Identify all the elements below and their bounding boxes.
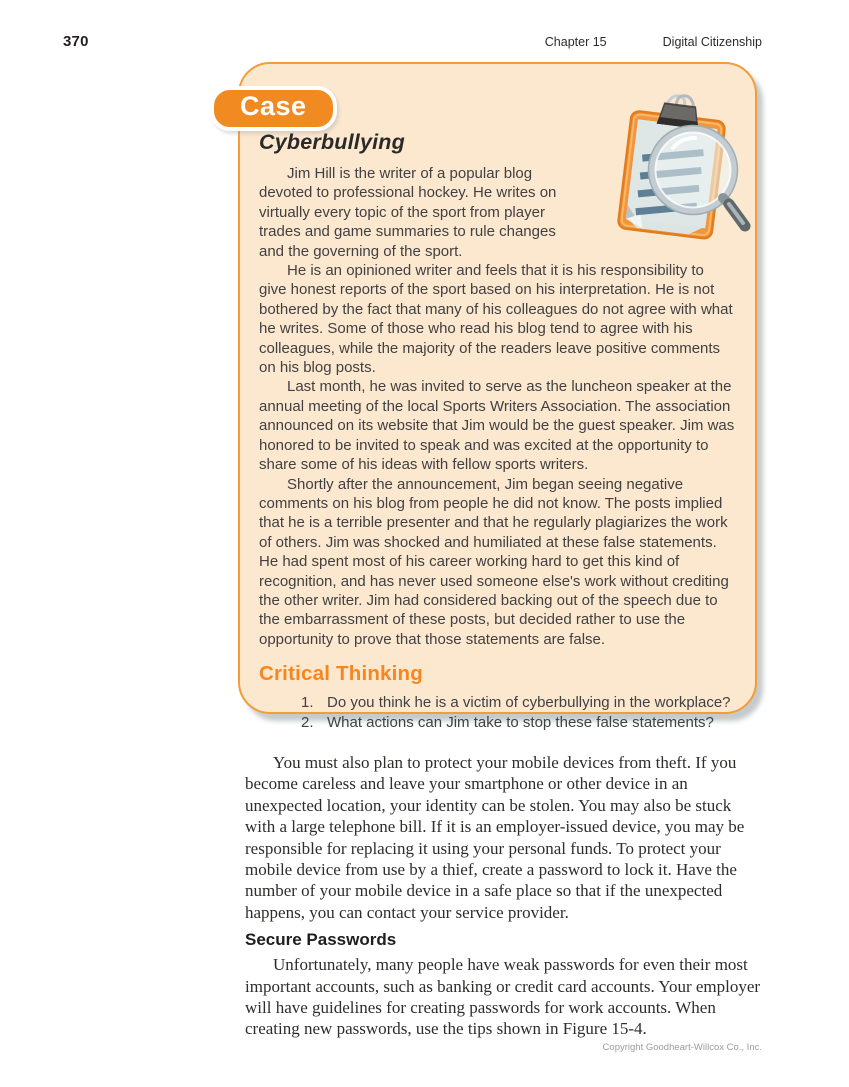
secure-passwords-heading: Secure Passwords	[245, 930, 397, 950]
clipboard-magnifier-icon	[595, 86, 751, 248]
running-head-right	[545, 35, 762, 49]
case-badge: Case	[210, 86, 337, 131]
mobile-theft-paragraph: You must also plan to protect your mobile devices from theft. If you become careless and leave your smartphone or other device in an unexpected location, your identity can be stolen. You may also be stuck with a large telephone bill. If it is an employer-issued device, you may be responsible for replacing it using your personal funds. To protect your mobile device from use by a thief, create a password to lock it. Have the number of your mobile device in a safe place so that if the unexpected happens, you can contact your service provider.	[245, 753, 745, 922]
case-paragraph: Last month, he was invited to serve as the luncheon speaker at the annual meeting of the local Sports Writers Association. The association announced on its website that Jim would be the guest speaker. Jim was honored to be invited to speak and was excited at the opportunity to share some of his ideas with fellow sports writers.	[259, 378, 735, 474]
clipboard-magnifier-illustration	[595, 86, 751, 248]
question-number: 2.	[301, 713, 314, 731]
case-paragraph: Jim Hill is the writer of a popular blog devoted to professional hockey. He writes on virtually every topic of the sport from player trades and game summaries to rule changes and the governing of the sport.	[259, 165, 557, 260]
chapter-title: Digital Citizenship	[662, 35, 762, 49]
question-text: What actions can Jim take to stop these false statements?	[327, 713, 714, 731]
case-box-content	[240, 64, 755, 731]
question-number: 1.	[301, 694, 314, 712]
case-box	[238, 62, 757, 731]
case-paragraph: Shortly after the announcement, Jim began seeing negative comments on his blog from people he did not know. The posts implied that he is a terrible presenter and that he regularly plagiarizes the work of others. Jim was shocked and humiliated at these false statements. He had spent most of his career working hard to get this kind of recognition, and has never used someone else's work without crediting the other writer. Jim had considered backing out of the speech due to the embarrassment of these posts, but decided rather to use the opportunity to prove that those statements are false.	[259, 475, 729, 648]
secure-passwords-paragraph: Unfortunately, many people have weak passwords for even their most important accounts, such as banking or credit card accounts. Your employer will have guidelines for creating passwords for work accounts. When creating new passwords, use the tips shown in Figure 15-4.	[245, 955, 761, 1039]
body-copy	[245, 752, 764, 1040]
copyright-line: Copyright Goodheart-Willcox Co., Inc.	[602, 1042, 762, 1053]
critical-thinking-question	[301, 713, 735, 733]
critical-thinking-question	[301, 693, 735, 713]
chapter-label: Chapter 15	[544, 35, 607, 49]
critical-thinking-list	[259, 693, 735, 732]
case-paragraph: He is an opinioned writer and feels that it is his responsibility to give honest reports of the sport based on his interpretation. He is not bothered by the fact that many of his colleagues do not agree with what he writes. Some of those who read his blog tend to agree with his colleagues, while the majority of the readers leave positive comments on his blog posts.	[259, 262, 733, 377]
running-head	[63, 33, 762, 50]
page-number: 370	[63, 33, 89, 50]
question-text: Do you think he is a victim of cyberbullying in the workplace?	[327, 694, 731, 712]
case-title: Cyberbullying	[259, 130, 405, 154]
critical-thinking-heading: Critical Thinking	[259, 662, 423, 686]
